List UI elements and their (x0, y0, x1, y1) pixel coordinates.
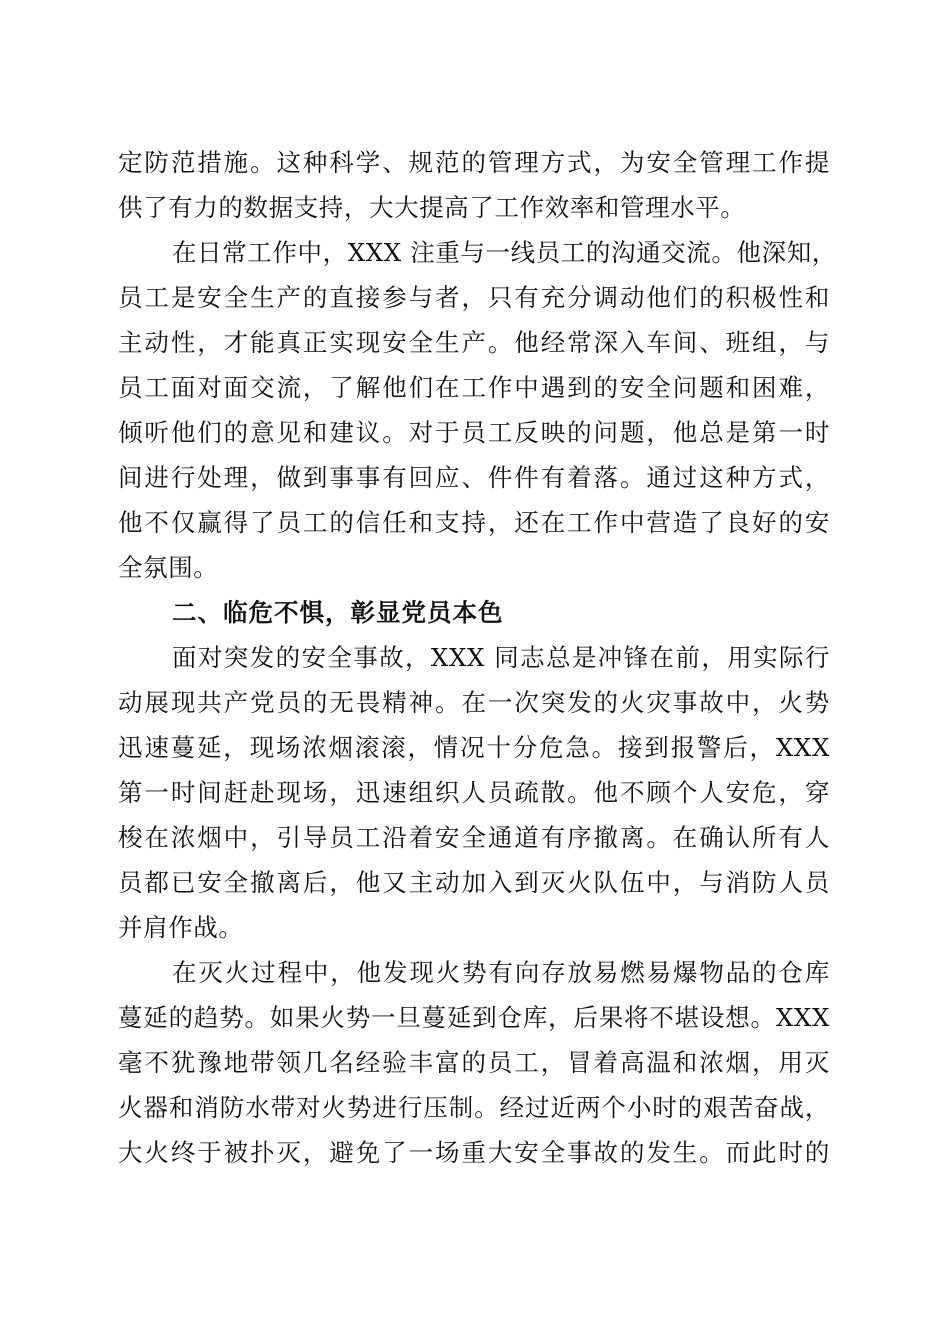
paragraph-line: 在日常工作中，XXX 注重与一线员工的沟通交流。他深知， (172, 238, 837, 267)
paragraph-2 (118, 230, 837, 590)
paragraph-line: 毫不犹豫地带领几名经验丰富的员工，冒着高温和浓烟，用灭 (118, 1048, 830, 1077)
section-heading: 二、临危不惧，彰显党员本色 (172, 598, 504, 627)
paragraph-line: 定防范措施。这种科学、规范的管理方式，为安全管理工作提 (118, 148, 830, 177)
paragraph-line: 员都已安全撤离后，他又主动加入到灭火队伍中，与消防人员 (118, 868, 830, 897)
paragraph-line: 迅速蔓延，现场浓烟滚滚，情况十分危急。接到报警后，XXX (118, 733, 830, 762)
paragraph-line: 大火终于被扑灭，避免了一场重大安全事故的发生。而此时的 (118, 1138, 830, 1167)
document-body (118, 140, 837, 1175)
paragraph-line: 梭在浓烟中，引导员工沿着安全通道有序撤离。在确认所有人 (118, 823, 830, 852)
paragraph-line: 全氛围。 (118, 553, 219, 582)
paragraph-line: 蔓延的趋势。如果火势一旦蔓延到仓库，后果将不堪设想。XXX (118, 1003, 830, 1032)
paragraph-line: 他不仅赢得了员工的信任和支持，还在工作中营造了良好的安 (118, 508, 830, 537)
paragraph-line: 动展现共产党员的无畏精神。在一次突发的火灾事故中，火势 (118, 688, 830, 717)
paragraph-line: 主动性，才能真正实现安全生产。他经常深入车间、班组，与 (118, 328, 830, 357)
paragraph-line: 并肩作战。 (118, 913, 244, 942)
paragraph-4 (118, 950, 830, 1175)
paragraph-line: 员工面对面交流，了解他们在工作中遇到的安全问题和困难， (118, 373, 830, 402)
paragraph-line: 供了有力的数据支持，大大提高了工作效率和管理水平。 (118, 193, 746, 222)
paragraph-line: 员工是安全生产的直接参与者，只有充分调动他们的积极性和 (118, 283, 830, 312)
paragraph-3 (118, 635, 830, 950)
paragraph-line: 火器和消防水带对火势进行压制。经过近两个小时的艰苦奋战， (118, 1093, 830, 1122)
paragraph-line: 面对突发的安全事故，XXX 同志总是冲锋在前，用实际行 (172, 643, 830, 672)
paragraph-line: 第一时间赶赴现场，迅速组织人员疏散。他不顾个人安危，穿 (118, 778, 830, 807)
paragraph-line: 间进行处理，做到事事有回应、件件有着落。通过这种方式， (118, 463, 830, 492)
paragraph-1 (118, 140, 830, 230)
paragraph-line: 倾听他们的意见和建议。对于员工反映的问题，他总是第一时 (118, 418, 830, 447)
paragraph-line: 在灭火过程中，他发现火势有向存放易燃易爆物品的仓库 (172, 958, 830, 987)
